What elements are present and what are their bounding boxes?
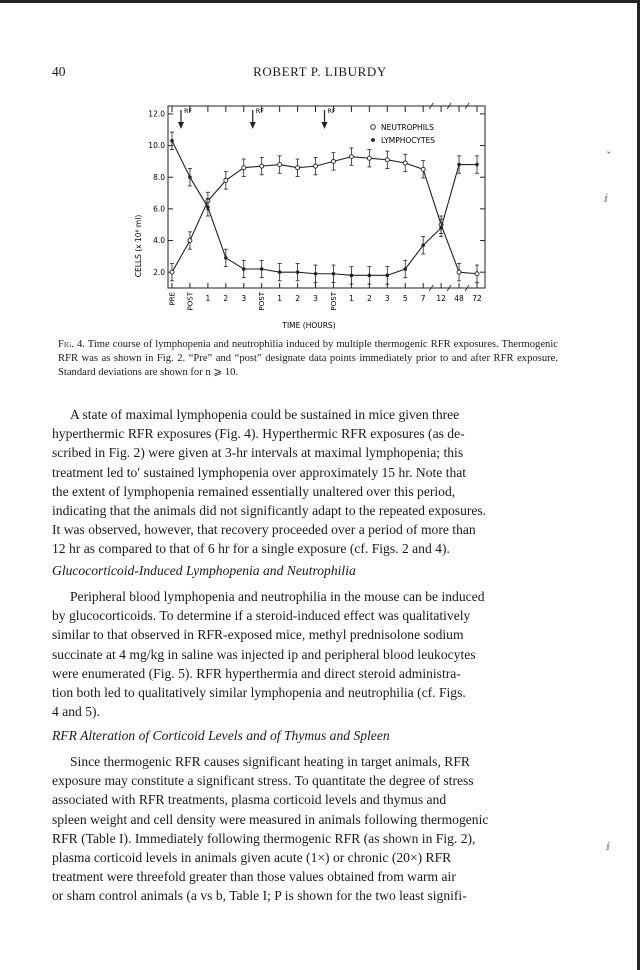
- x-tick-label: 2: [223, 294, 229, 303]
- rf-label: RF: [327, 107, 336, 115]
- lymphocytes-point: [242, 267, 246, 271]
- text-line: succinate at 4 mg/kg in saline was injected ip and peripheral blood leukocytes: [52, 646, 476, 662]
- neutrophils-point: [242, 166, 246, 170]
- lymphocytes-point: [403, 267, 407, 271]
- data-series: [170, 132, 479, 284]
- x-tick-label: 5: [402, 294, 408, 303]
- text-line: were enumerated (Fig. 5). RFR hyperthermia and direct steroid administra-: [52, 665, 461, 681]
- x-tick-label: POST: [329, 292, 338, 311]
- rf-label: RF: [255, 107, 265, 115]
- x-tick-label: 1: [205, 294, 211, 303]
- figure-4-chart: [110, 98, 510, 334]
- legend-open-circle-icon: [371, 125, 376, 130]
- x-axis-label: TIME (HOURS): [282, 321, 336, 330]
- page-number: 40: [52, 64, 66, 79]
- y-tick-label: 6.0: [153, 204, 165, 214]
- lymphocytes-point: [170, 139, 174, 143]
- lymphocytes-point: [260, 267, 264, 271]
- x-tick-label: POST: [186, 292, 195, 311]
- text-line: or sham control animals (a vs b, Table I; P is shown for the two least signifi-: [52, 888, 467, 904]
- lymphocytes-point: [421, 243, 425, 247]
- paragraph-2: [52, 587, 554, 721]
- section-heading-glucocorticoid: Glucocorticoid-Induced Lymphopenia and Neutrophilia: [52, 563, 356, 578]
- neutrophils-point: [224, 178, 228, 182]
- margin-pencil-mark: ⅈ: [604, 192, 608, 205]
- caption-text: Time course of lymphopenia and neutrophilia induced by multiple thermogenic RFR exposures. Thermogenic RFR was as shown in Fig. 2. “Pre” and “post” designate data points immediately prior to and after RFR exposure. Standard deviations are shown for n ⩾ 10.: [58, 339, 558, 379]
- x-tick-label: POST: [258, 292, 267, 311]
- lymphocytes-point: [296, 270, 300, 274]
- figure-caption: [58, 338, 558, 381]
- y-axis-ticks: [148, 110, 485, 277]
- text-line: spleen weight and cell density were measured in animals following thermogenic: [52, 811, 489, 827]
- text-line: treatment led to′ sustained lymphopenia over approximately 15 hr. Note that: [52, 464, 467, 480]
- text-line: tion both led to qualitatively similar lymphopenia and neutrophilia (cf. Figs.: [52, 685, 466, 701]
- text-line: scribed in Fig. 2) were given at 3-hr intervals at maximal lymphopenia; this: [52, 445, 464, 461]
- x-tick-label: 1: [349, 294, 354, 303]
- lymphocytes-point: [475, 163, 479, 167]
- y-tick-label: 10.0: [148, 141, 165, 151]
- neutrophils-point: [457, 270, 461, 274]
- x-tick-label: 7: [420, 294, 426, 303]
- text-line: similar to that observed in RFR-exposed mice, methyl prednisolone sodium: [52, 627, 464, 643]
- top-border-line: [0, 0, 640, 3]
- margin-speck: ˇ: [606, 150, 612, 163]
- x-tick-label: 2: [295, 294, 300, 303]
- neutrophils-point: [170, 270, 174, 274]
- text-line: exposure may constitute a significant stress. To quantitate the degree of stress: [52, 773, 474, 789]
- legend-lymphocytes: LYMPHOCYTES: [381, 136, 436, 145]
- y-tick-label: 12.0: [148, 109, 165, 119]
- neutrophils-point: [475, 272, 479, 276]
- plot-border: [168, 106, 485, 288]
- caption-label: Fig. 4.: [58, 339, 85, 350]
- paragraph-3: [52, 752, 554, 906]
- text-line: A state of maximal lymphopenia could be sustained in mice given three: [70, 407, 460, 422]
- x-tick-label: 1: [277, 294, 283, 303]
- x-tick-label: 3: [241, 294, 247, 303]
- neutrophils-point: [421, 167, 425, 171]
- x-tick-label: 3: [313, 294, 318, 303]
- rf-arrow-head-icon: [250, 122, 256, 129]
- plot-frame: [168, 106, 485, 288]
- x-tick-label: PRE: [168, 292, 177, 306]
- y-tick-label: 2.0: [153, 267, 165, 277]
- y-tick-label: 8.0: [153, 172, 165, 182]
- x-tick-label: 12: [436, 294, 446, 303]
- text-line: Since thermogenic RFR causes significant heating in target animals, RFR: [70, 754, 470, 769]
- neutrophils-point: [385, 158, 389, 162]
- lymphocytes-point: [314, 272, 318, 276]
- y-tick-label: 4.0: [153, 236, 165, 246]
- y-axis-label: CELLS (x 10⁶ ml): [134, 214, 143, 278]
- running-head: ROBERT P. LIBURDY: [253, 64, 387, 79]
- text-line: plasma corticoid levels in animals given acute (1×) or chronic (20×) RFR: [52, 850, 452, 866]
- text-line: It was observed, however, that recovery proceeded over a period of more than: [52, 522, 476, 538]
- lymphocytes-point: [332, 272, 336, 276]
- chart-legend: [371, 123, 436, 145]
- section-heading-rfr-alteration: RFR Alteration of Corticoid Levels and of Thymus and Spleen: [52, 728, 390, 743]
- paragraph-1: [52, 405, 554, 559]
- margin-pencil-mark: ⅈ: [606, 840, 610, 853]
- legend-filled-dot-icon: [371, 138, 375, 142]
- neutrophils-point: [349, 155, 353, 159]
- lymphocytes-point: [224, 256, 228, 260]
- neutrophils-point: [188, 239, 192, 243]
- lymphocytes-point: [206, 205, 210, 209]
- x-tick-label: 48: [454, 294, 464, 303]
- text-line: indicating that the animals did not significantly adapt to the repeated exposures.: [52, 503, 487, 519]
- lymphocytes-point: [457, 163, 461, 167]
- text-line: by glucocorticoids. To determine if a steroid-induced effect was qualitatively: [52, 608, 471, 624]
- neutrophils-point: [296, 166, 300, 170]
- neutrophils-point: [278, 163, 282, 167]
- neutrophils-point: [331, 159, 335, 163]
- rf-markers: [178, 107, 336, 129]
- x-tick-label: 3: [384, 294, 390, 303]
- x-tick-label: 72: [472, 294, 482, 303]
- text-line: RFR (Table I). Immediately following thermogenic RFR (as shown in Fig. 2),: [52, 830, 476, 846]
- neutrophils-line: [172, 157, 477, 274]
- lymphocytes-point: [385, 274, 389, 278]
- neutrophils-point: [314, 164, 318, 168]
- lymphocytes-point: [188, 175, 192, 179]
- text-line: Peripheral blood lymphopenia and neutrophilia in the mouse can be induced: [70, 589, 485, 604]
- neutrophils-point: [367, 156, 371, 160]
- neutrophils-point: [260, 164, 264, 168]
- lymphocytes-point: [439, 226, 443, 230]
- rf-label: RF: [183, 107, 193, 115]
- legend-neutrophils: NEUTROPHILS: [381, 123, 434, 132]
- lymphocytes-point: [368, 274, 372, 278]
- text-line: 12 hr as compared to that of 6 hr for a single exposure (cf. Figs. 2 and 4).: [52, 541, 450, 557]
- text-line: treatment were threefold greater than those values obtained from warm air: [52, 869, 456, 885]
- text-line: the extent of lymphopenia remained essentially unaltered over this period,: [52, 483, 456, 499]
- text-line: 4 and 5).: [52, 704, 100, 720]
- rf-arrow-head-icon: [178, 122, 184, 129]
- text-line: hyperthermic RFR exposures (Fig. 4). Hyperthermic RFR exposures (as de-: [52, 426, 465, 442]
- neutrophils-point: [403, 161, 407, 165]
- x-tick-label: 2: [366, 294, 372, 303]
- lymphocytes-point: [278, 270, 282, 274]
- lymphocytes-line: [172, 141, 477, 276]
- text-line: associated with RFR treatments, plasma corticoid levels and thymus and: [52, 792, 447, 808]
- rf-arrow-head-icon: [322, 122, 328, 129]
- lymphocytes-point: [350, 274, 354, 278]
